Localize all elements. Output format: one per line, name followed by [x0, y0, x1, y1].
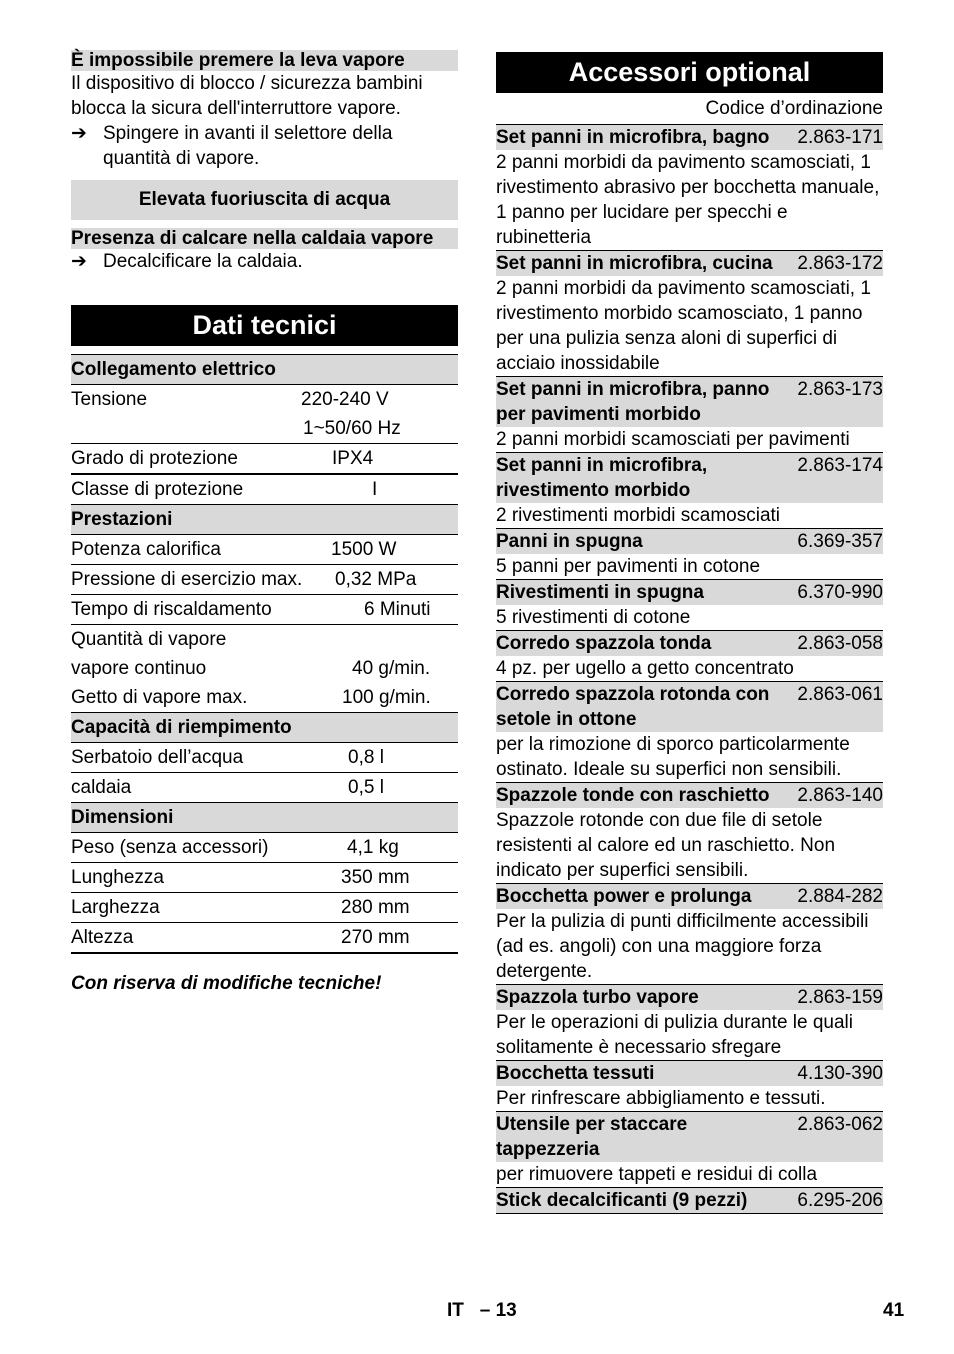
- cause-title: Presenza di calcare nella caldaia vapore: [71, 228, 458, 249]
- spec-row: Grado di protezione IPX4: [71, 443, 458, 473]
- specs-heading: Dati tecnici: [71, 305, 458, 346]
- footer-section-label: IT – 13: [447, 1300, 517, 1321]
- accessory-header: Set panni in microfibra, cucina 2.863-172: [496, 250, 883, 276]
- cause-action-text: Decalcificare la caldaia.: [103, 251, 303, 272]
- spec-section: Collegamento elettrico: [71, 355, 458, 384]
- accessory-header: Stick decalcificanti (9 pezzi) 6.295-206: [496, 1187, 883, 1214]
- left-column: [71, 50, 458, 996]
- accessory-description: 5 panni per pavimenti in cotone: [496, 556, 761, 577]
- accessory-description: 4 pz. per ugello a getto concentrato: [496, 658, 794, 679]
- accessory-header: Set panni in microfibra, bagno 2.863-171: [496, 124, 883, 150]
- accessory-header: Spazzola turbo vapore 2.863-159: [496, 984, 883, 1010]
- accessory-description: Spazzole rotonde con due file di setole resistenti al calore ed un raschietto. Non indicato per superfici sensibili.: [496, 810, 836, 881]
- accessory-description: 2 panni morbidi da pavimento scamosciati, 1 rivestimento abrasivo per bocchetta manuale, 1 panno per lucidare per specchi e rubinetteria: [496, 152, 880, 248]
- accessory-description: 2 rivestimenti morbidi scamosciati: [496, 505, 781, 526]
- spec-row: Tempo di riscaldamento 6 Minuti: [71, 594, 458, 624]
- spec-row: Potenza calorifica 1500 W: [71, 534, 458, 564]
- accessory-description: Per le operazioni di pulizia durante le quali solitamente è necessario sfregare: [496, 1012, 854, 1058]
- section-heading-water: Elevata fuoriuscita di acqua: [71, 180, 458, 220]
- trouble-title: È impossibile premere la leva vapore: [71, 50, 458, 71]
- spec-section: Prestazioni: [71, 504, 458, 534]
- trouble-action-text: Spingere in avanti il selettore della quantità di vapore.: [103, 123, 393, 169]
- spec-row: Peso (senza accessori) 4,1 kg: [71, 832, 458, 862]
- spec-row: Getto di vapore max. 100 g/min.: [71, 687, 431, 708]
- spec-section: Capacità di riempimento: [71, 712, 458, 742]
- accessory-header: Spazzole tonde con raschietto 2.863-140: [496, 782, 883, 808]
- accessories-list: [496, 124, 883, 1214]
- spec-row: caldaia 0,5 l: [71, 772, 458, 802]
- spec-row: Altezza 270 mm: [71, 922, 458, 953]
- arrow-right-icon: ➔: [71, 123, 87, 144]
- accessory-header: Set panni in microfibra, panno per pavimenti morbido 2.863-173: [496, 376, 883, 427]
- accessory-header: Bocchetta power e prolunga 2.884-282: [496, 883, 883, 909]
- accessory-description: Per rinfrescare abbigliamento e tessuti.: [496, 1088, 826, 1109]
- accessories-heading: Accessori optional: [496, 52, 883, 93]
- accessory-description: 5 rivestimenti di cotone: [496, 607, 691, 628]
- spec-row: vapore continuo 40 g/min.: [71, 658, 431, 679]
- order-code-label: Codice d’ordinazione: [705, 98, 883, 119]
- accessory-header: Panni in spugna 6.369-357: [496, 528, 883, 554]
- accessory-header: Corredo spazzola rotonda con setole in ottone 2.863-061: [496, 681, 883, 732]
- footer-page-number: 41: [883, 1300, 905, 1321]
- trouble-text: Il dispositivo di blocco / sicurezza bambini blocca la sicura dell'interruttore vapore.: [71, 73, 423, 119]
- spec-row: Quantità di vapore: [71, 624, 458, 654]
- accessory-header: Set panni in microfibra, rivestimento morbido 2.863-174: [496, 452, 883, 503]
- spec-row: Larghezza 280 mm: [71, 892, 458, 922]
- spec-row: Tensione 220-240 V 1~50/60 Hz: [71, 384, 458, 443]
- accessory-header: Corredo spazzola tonda 2.863-058: [496, 630, 883, 656]
- accessory-description: 2 panni morbidi scamosciati per pavimenti: [496, 429, 850, 450]
- cause-action: [71, 249, 458, 274]
- spec-row: Lunghezza 350 mm: [71, 862, 458, 892]
- disclaimer-note: Con riserva di modifiche tecniche!: [71, 973, 382, 994]
- spec-row: Pressione di esercizio max. 0,32 MPa: [71, 564, 458, 594]
- trouble-action: [71, 121, 458, 171]
- accessory-description: per rimuovere tappeti e residui di colla: [496, 1164, 818, 1185]
- accessory-description: per la rimozione di sporco particolarmente ostinato. Ideale su superfici non sensibili.: [496, 734, 850, 780]
- right-column: [496, 52, 883, 1214]
- accessory-description: 2 panni morbidi da pavimento scamosciati, 1 rivestimento morbido scamosciato, 1 panno per una pulizia senza aloni di superfici di acciaio inossidabile: [496, 278, 871, 374]
- specs-table: [71, 354, 458, 954]
- spec-row: Serbatoio dell’acqua 0,8 l: [71, 742, 458, 772]
- accessory-header: Rivestimenti in spugna 6.370-990: [496, 579, 883, 605]
- arrow-right-icon: ➔: [71, 251, 87, 272]
- accessory-header: Bocchetta tessuti 4.130-390: [496, 1060, 883, 1086]
- spec-row: Classe di protezione I: [71, 473, 458, 504]
- spec-section: Dimensioni: [71, 802, 458, 832]
- accessory-header: Utensile per staccare tappezzeria 2.863-062: [496, 1111, 883, 1162]
- accessory-description: Per la pulizia di punti difficilmente accessibili (ad es. angoli) con una maggiore forza detergente.: [496, 911, 869, 982]
